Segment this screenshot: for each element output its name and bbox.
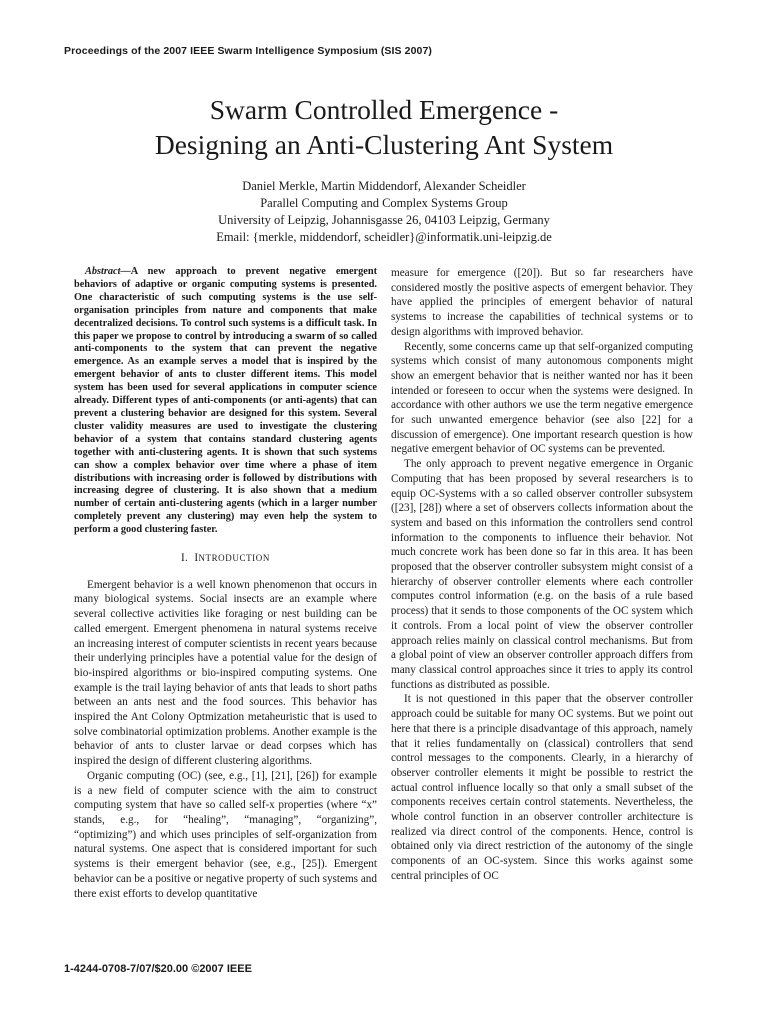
section-number: I. — [181, 552, 189, 565]
paper-title — [0, 92, 768, 162]
title-line-2: Designing an Anti-Clustering Ant System — [154, 129, 614, 160]
author-affiliation: University of Leipzig, Johannisgasse 26, 04103 Leipzig, Germany — [218, 213, 550, 227]
section-heading-introduction — [74, 551, 377, 566]
copyright-footer: 1-4244-0708-7/07/$20.00 ©2007 IEEE — [64, 963, 252, 975]
body-paragraph: Organic computing (OC) (see, e.g., [1], [21], [26]) for example is a new field of computer science with the aim to construct computing system that have so called self-x properties (where “x” stands, e.g., for “healing”, “managing”, “organizing”, “optimizing”) and which uses principles of self-organization from natural systems. One aspect that is considered important for such systems is their emergent behavior (see, e.g., [25]). Emergent behavior can be a positive or negative property of such systems and there exist efforts to develop quantitative — [74, 769, 377, 900]
author-block — [0, 178, 768, 246]
body-paragraph: The only approach to prevent negative emergence in Organic Computing that has been proposed by several researchers is to equip OC-Systems with a so called observer controller subsystem ([23], [28]) where a set of observers collects information about the system and based on this information the controllers send control information to the components to influence their behavior. Not much concrete work has been done so far in this area. It has been proposed that the observer controller subsystem might consist of a hierarchy of observer controller elements where each controller computes control information (e.g. on the basis of a rule based process) that it sends to those components of the OC system which it controls. From a local point of view the observer controller approach relies mainly on classical control mechanisms. But from a global point of view an observer controller approach differs from many classical control approaches since it tries to apply its control functions as distributed as possible. — [391, 458, 693, 691]
left-column — [74, 266, 377, 901]
abstract — [74, 266, 377, 537]
proceedings-header: Proceedings of the 2007 IEEE Swarm Intelligence Symposium (SIS 2007) — [64, 45, 433, 57]
abstract-text: A new approach to prevent negative emergent behaviors of adaptive or organic computing systems is presented. One characteristic of such computing systems is the use self-organisation principles from nature and components that make decentralized decisions. To control such systems is a difficult task. In this paper we propose to control by introducing a swarm of so called anti-components to the system that can prevent the negative emergence. As an example serves a model that is inspired by the emergent behavior of ants to cluster different items. This model system has been used for several applications in computer science already. Different types of anti-components (or anti-agents) that can prevent a clustering behavior are designed for this system. Several cluster validity measures are used to investigate the clustering behavior of a system that contains standard clustering agents together with anti-clustering agents. It is shown that such systems can show a complex behavior over time where a phase of item distributions with increasing order is followed by distributions with increasing degree of clustering. It is also shown that a medium number of certain anti-clustering agents (which in a larger number completely prevent any clustering) may even help the system to perform a good clustering faster. — [74, 266, 377, 536]
right-column — [391, 266, 693, 884]
abstract-label: Abstract— — [85, 266, 131, 277]
body-paragraph: It is not questioned in this paper that the observer controller approach could be suitable for many OC systems. But we point out here that there is a principle disadvantage of this approach, namely that it relies fundamentally on (classical) controllers that send control messages to the components. Clearly, in a hierarchy of observer controller elements it might be possible to restrict the actual control influence locally so that only a small subset of the components receives certain control statements. Nevertheless, the whole control function in an observer controller architecture is realized via direct control of the components. Hence, control is obtained only via direct restriction of the autonomy of the single components of an OC-system. Since this works against some central principles of OC — [391, 693, 693, 882]
body-paragraph: Emergent behavior is a well known phenomenon that occurs in many biological systems. Social insects are an example where several collective activities like foraging or nest building can be called emergent. Emergent phenomena in natural systems receive an increasing interest of computer scientists in recent years because their underlying principles have a potential value for the design of bio-inspired algorithms or bio-inspired computing systems. One example is the trail laying behavior of ants that leads to short paths between an ants nest and the food sources. This behavior has inspired the Ant Colony Optmization metaheuristic that is used to solve combinatorial optimization problems. Another example is the behavior of ants to cluster larvae or dead corpses which has inspired the design of different clustering algorithms. — [74, 578, 377, 768]
section-title-rest: NTRODUCTION — [198, 553, 270, 564]
title-line-1: Swarm Controlled Emergence - — [209, 94, 559, 125]
body-paragraph: Recently, some concerns came up that self-organized computing systems which consist of many autonomous components might show an emergent behavior that is neither wanted nor has it been intended or foreseen to occur when the systems were designed. In accordance with other authors we use the term negative emergence for such unwanted emergence behavior (see also [22] for a discussion of emergence). One important research question is how negative emergent behavior of OC systems can be prevented. — [391, 340, 693, 456]
author-names: Daniel Merkle, Martin Middendorf, Alexander Scheidler — [242, 179, 526, 193]
author-group: Parallel Computing and Complex Systems Group — [260, 196, 508, 210]
body-paragraph: measure for emergence ([20]). But so far researchers have considered mostly the positive aspects of emergent behavior. They have applied the principles of emergent behavior of natural systems to increase the capabilities of technical systems or to design algorithms with improved behavior. — [391, 267, 693, 338]
author-email[interactable]: Email: {merkle, middendorf, scheidler}@informatik.uni-leipzig.de — [216, 230, 552, 244]
section-title-initial: I — [194, 552, 199, 565]
